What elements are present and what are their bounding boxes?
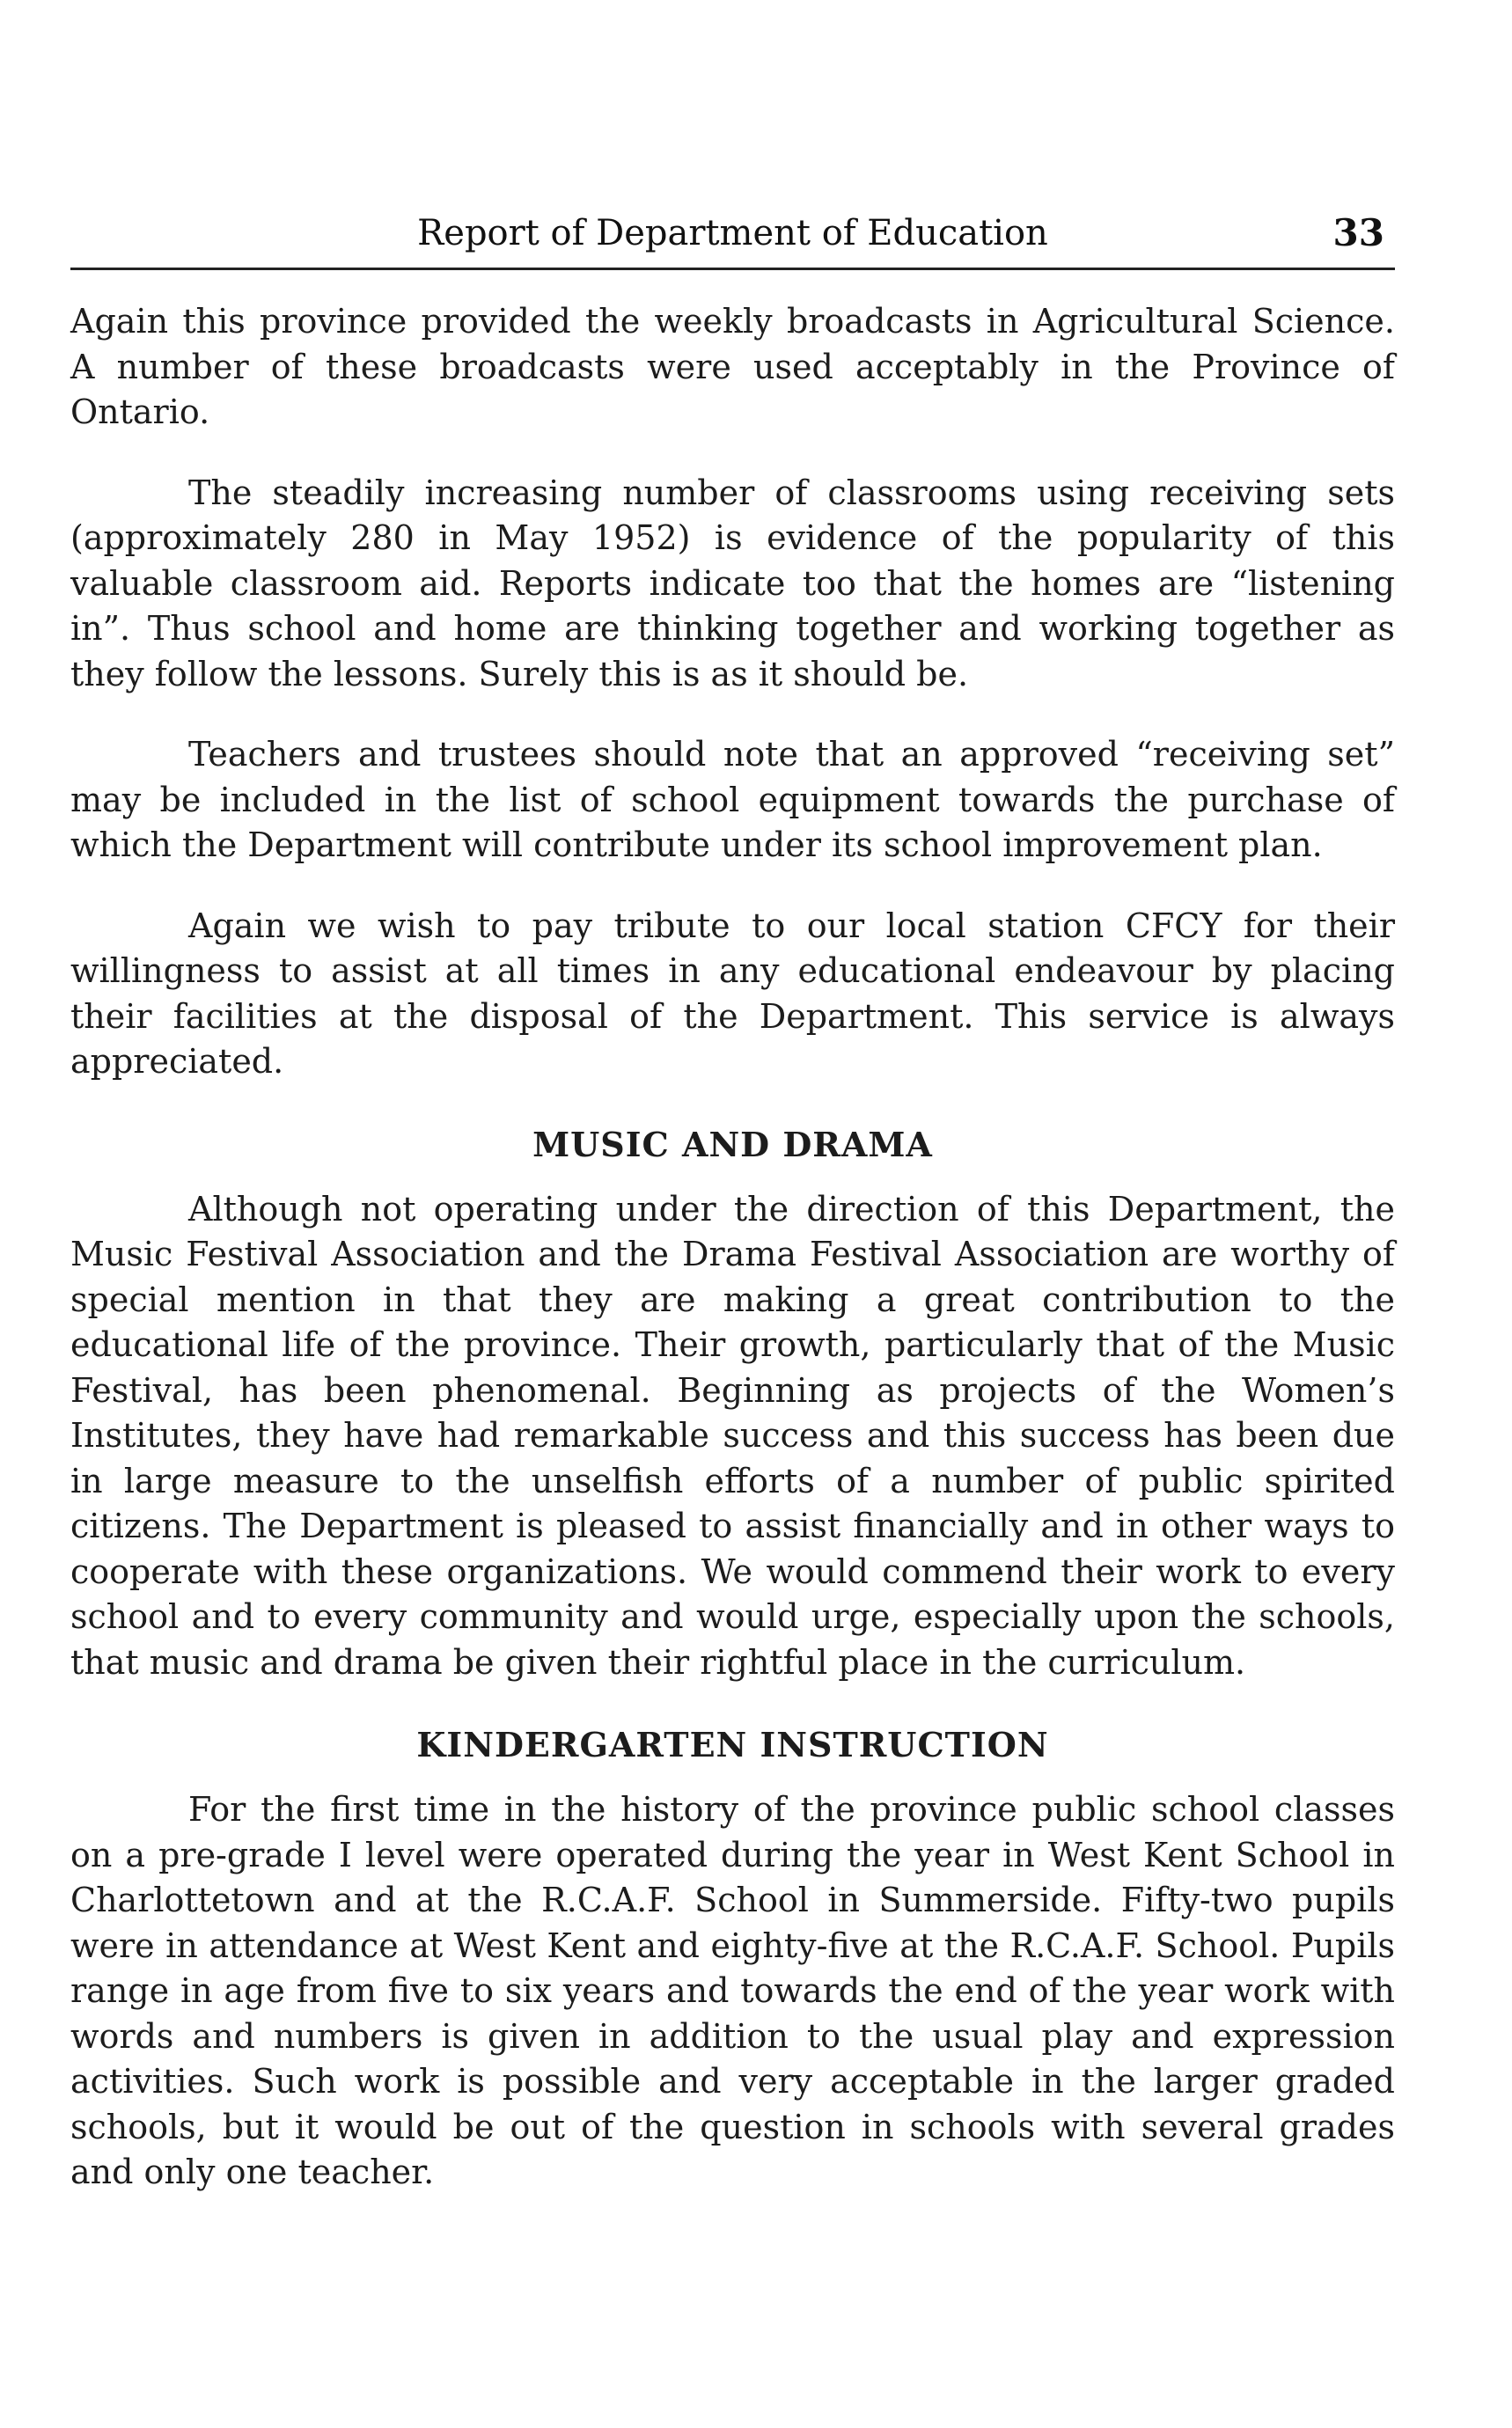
- body-text: [70, 299, 1395, 2231]
- page-header: [70, 208, 1395, 260]
- paragraph-broadcasts: Again this province provided the weekly broadcasts in Agricultural Science. A number of these broadcasts were used acceptably in the Province of Ontario.: [70, 302, 1395, 431]
- paragraph-receiving-sets: The steadily increasing number of classrooms using receiving sets (approximately 280 in May 1952) is evidence of the popularity of this valuable classroom aid. Reports indicate too that the homes are “listening in”. Thus school and home are thinking together and working together as they follow the lessons. Surely this is as it should be.: [70, 473, 1395, 693]
- paragraph-teachers-trustees: Teachers and trustees should note that an approved “receiving set” may be included in the list of school equipment towards the purchase of which the Department will contribute under its school improvement plan.: [70, 735, 1395, 864]
- heading-music-and-drama: MUSIC AND DRAMA: [532, 1124, 933, 1164]
- heading-kindergarten-instruction: KINDERGARTEN INSTRUCTION: [416, 1725, 1049, 1764]
- header-divider: [70, 268, 1395, 270]
- page-number: 33: [1332, 211, 1384, 254]
- paragraph-music-drama: Although not operating under the direction of this Department, the Music Festival Association and the Drama Festival Association are worthy of special mention in that they are making a great contribution to the educational life of the province. Their growth, particularly that of the Music Festival, has been phenomenal. Beginning as projects of the Women’s Institutes, they have had remarkable success and this success has been due in large measure to the unselfish efforts of a number of public spirited citizens. The Department is pleased to assist financially and in other ways to cooperate with these organizations. We would commend their work to every school and to every community and would urge, especially upon the schools, that music and drama be given their rightful place in the curriculum.: [70, 1189, 1395, 1682]
- running-title: Report of Department of Education: [417, 213, 1048, 253]
- paragraph-kindergarten: For the first time in the history of the province public school classes on a pre-grade I level were operated during the year in West Kent School in Charlottetown and at the R.C.A.F. School in Summerside. Fifty-two pupils were in attendance at West Kent and eighty-five at the R.C.A.F. School. Pupils range in age from five to six years and towards the end of the year work with words and numbers is given in addition to the usual play and expression activities. Such work is possible and very acceptable in the larger graded schools, but it would be out of the question in schools with several grades and only one teacher.: [70, 1790, 1395, 2191]
- paragraph-cfcy-tribute: Again we wish to pay tribute to our local station CFCY for their willingness to assist at all times in any educational endeavour by placing their facilities at the disposal of the Department. This service is always appreciated.: [70, 906, 1395, 1081]
